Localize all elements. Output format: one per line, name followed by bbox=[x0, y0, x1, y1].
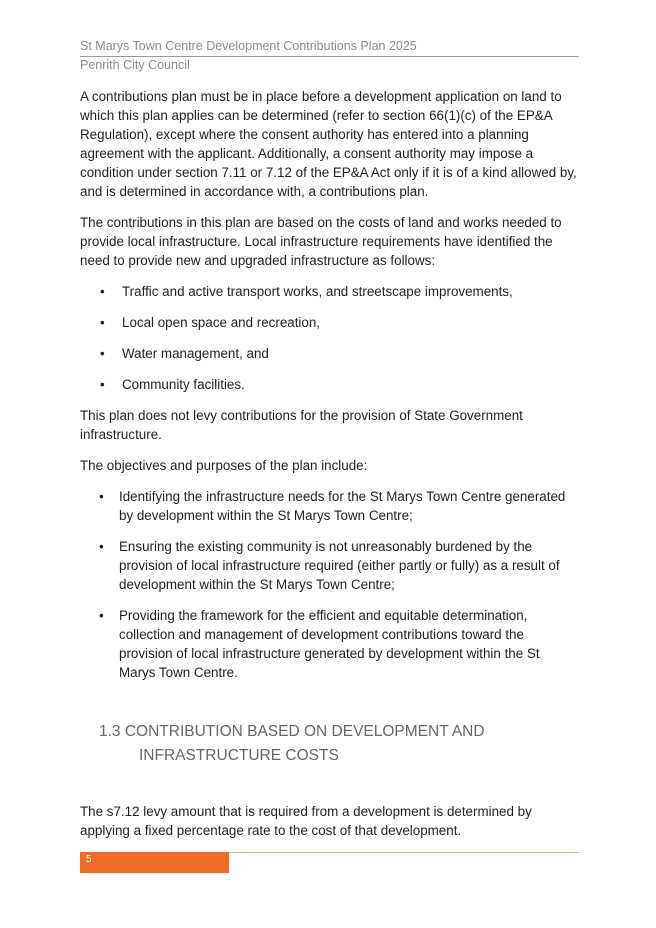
page-number: 5 bbox=[80, 852, 229, 873]
objectives-list bbox=[80, 487, 579, 682]
list-item: • Identifying the infrastructure needs for the St Marys Town Centre generated by development within the St Marys Town Centre; bbox=[80, 487, 579, 525]
page-content bbox=[80, 87, 579, 852]
paragraph-objectives-intro: The objectives and purposes of the plan include: bbox=[80, 458, 368, 473]
list-item: • Traffic and active transport works, and streetscape improvements, bbox=[80, 282, 579, 301]
list-item: • Community facilities. bbox=[80, 375, 579, 394]
document-header-subtitle: Penrith City Council bbox=[80, 58, 190, 72]
header-divider bbox=[80, 56, 579, 57]
list-item: • Water management, and bbox=[80, 344, 579, 363]
paragraph-levy-amount: The s7.12 levy amount that is required from a development is determined by applying a fixed percentage rate to the cost of that development. bbox=[80, 804, 532, 838]
document-header-title: St Marys Town Centre Development Contributions Plan 2025 bbox=[80, 39, 417, 53]
paragraph-state-infrastructure: This plan does not levy contributions for the provision of State Government infrastructure. bbox=[80, 408, 523, 442]
list-item: • Ensuring the existing community is not unreasonably burdened by the provision of local infrastructure required (either partly or fully) as a result of development within the St Marys Town Centre; bbox=[80, 537, 579, 594]
paragraph-contributions-plan: A contributions plan must be in place before a development application on land to which this plan applies can be determined (refer to section 66(1)(c) of the EP&A Regulation), except where the consent authority has entered into a planning agreement with the applicant. Additionally, a consent authority may impose a condition under section 7.11 or 7.12 of the EP&A Act only if it is of a kind allowed by, and is determined in accordance with, a contributions plan. bbox=[80, 89, 577, 199]
infrastructure-list bbox=[80, 282, 579, 394]
list-item: • Local open space and recreation, bbox=[80, 313, 579, 332]
section-heading: 1.3 CONTRIBUTION BASED ON DEVELOPMENT AND INFRASTRUCTURE COSTS bbox=[99, 723, 485, 764]
list-item: • Providing the framework for the efficient and equitable determination, collection and management of development contributions toward the provision of local infrastructure generated by development within the St Marys Town Centre. bbox=[80, 606, 579, 682]
paragraph-costs-basis: The contributions in this plan are based on the costs of land and works needed to provide local infrastructure. Local infrastructure requirements have identified the need to provide new and upgraded infrastructure as follows: bbox=[80, 215, 562, 268]
